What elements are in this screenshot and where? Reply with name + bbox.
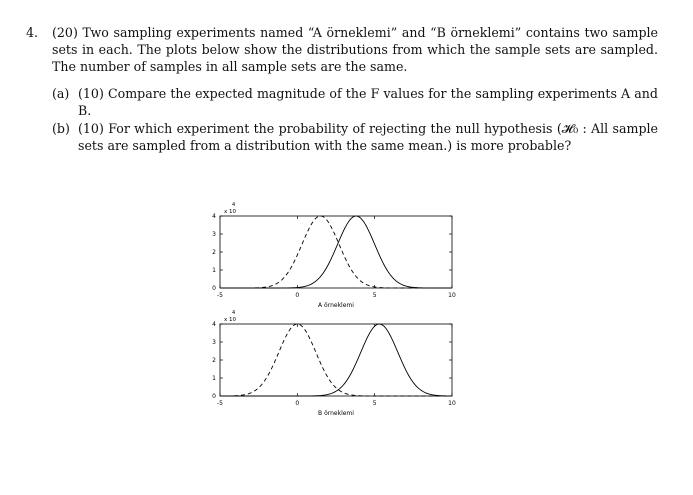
x-tick-label: -5: [217, 400, 223, 407]
question-body: [52, 24, 658, 75]
part-b: [52, 120, 658, 154]
x-axis-label: A örneklemi: [318, 302, 354, 309]
series-dashed-curve: [220, 324, 452, 396]
y-tick-label: 2: [212, 249, 216, 256]
part-a-body: [78, 85, 658, 119]
y-tick-label: 0: [212, 393, 216, 400]
x-tick-label: 10: [448, 400, 456, 407]
x-tick-label: 5: [372, 292, 377, 299]
y-tick-label: 2: [212, 357, 216, 364]
part-b-body: [78, 120, 658, 154]
y-multiplier: x 10: [224, 317, 237, 323]
plot-frame: [220, 216, 452, 288]
x-tick-label: -5: [217, 292, 223, 299]
part-b-points: (10): [78, 121, 104, 136]
y-tick-label: 4: [212, 213, 216, 220]
part-a: [52, 85, 658, 119]
part-b-label: (b): [52, 121, 70, 136]
x-tick-label: 5: [372, 400, 377, 407]
plot-a-orneklemi: [0, 196, 693, 314]
part-a-text: Compare the expected magnitude of the F values for the sampling experiments A and B.: [78, 86, 658, 118]
y-tick-label: 1: [212, 267, 216, 274]
plot-frame: [220, 324, 452, 396]
x-axis-label: B örneklemi: [318, 410, 354, 417]
part-a-label: (a): [52, 86, 70, 101]
question-number: 4.: [26, 25, 39, 40]
y-tick-label: 1: [212, 375, 216, 382]
series-dashed-curve: [220, 216, 452, 288]
x-tick-label: 0: [295, 292, 300, 299]
y-tick-label: 4: [212, 321, 216, 328]
series-solid-curve: [220, 324, 452, 396]
y-multiplier-exponent: 4: [232, 310, 236, 316]
y-multiplier-exponent: 4: [232, 202, 236, 208]
y-tick-label: 3: [212, 231, 216, 238]
question-text: Two sampling experiments named “A örneklemi” and “B örneklemi” contains two sample sets in each. The plots below show the distributions from which the sample sets are sampled. The number of samples in all sample sets are the same.: [52, 25, 658, 74]
question: [26, 24, 658, 155]
x-tick-label: 10: [448, 292, 456, 299]
x-tick-label: 0: [295, 400, 300, 407]
y-tick-label: 0: [212, 285, 216, 292]
plot-b-orneklemi: [0, 308, 693, 426]
y-tick-label: 3: [212, 339, 216, 346]
question-points: (20): [52, 25, 78, 40]
part-a-points: (10): [78, 86, 104, 101]
series-solid-curve: [220, 216, 452, 288]
y-multiplier: x 10: [224, 209, 237, 215]
part-b-text: For which experiment the probability of rejecting the null hypothesis (𝓗₀ : All sample sets are sampled from a distribution with the same mean.) is more probable?: [78, 121, 658, 153]
question-header: [26, 24, 658, 75]
question-parts: [26, 85, 658, 154]
